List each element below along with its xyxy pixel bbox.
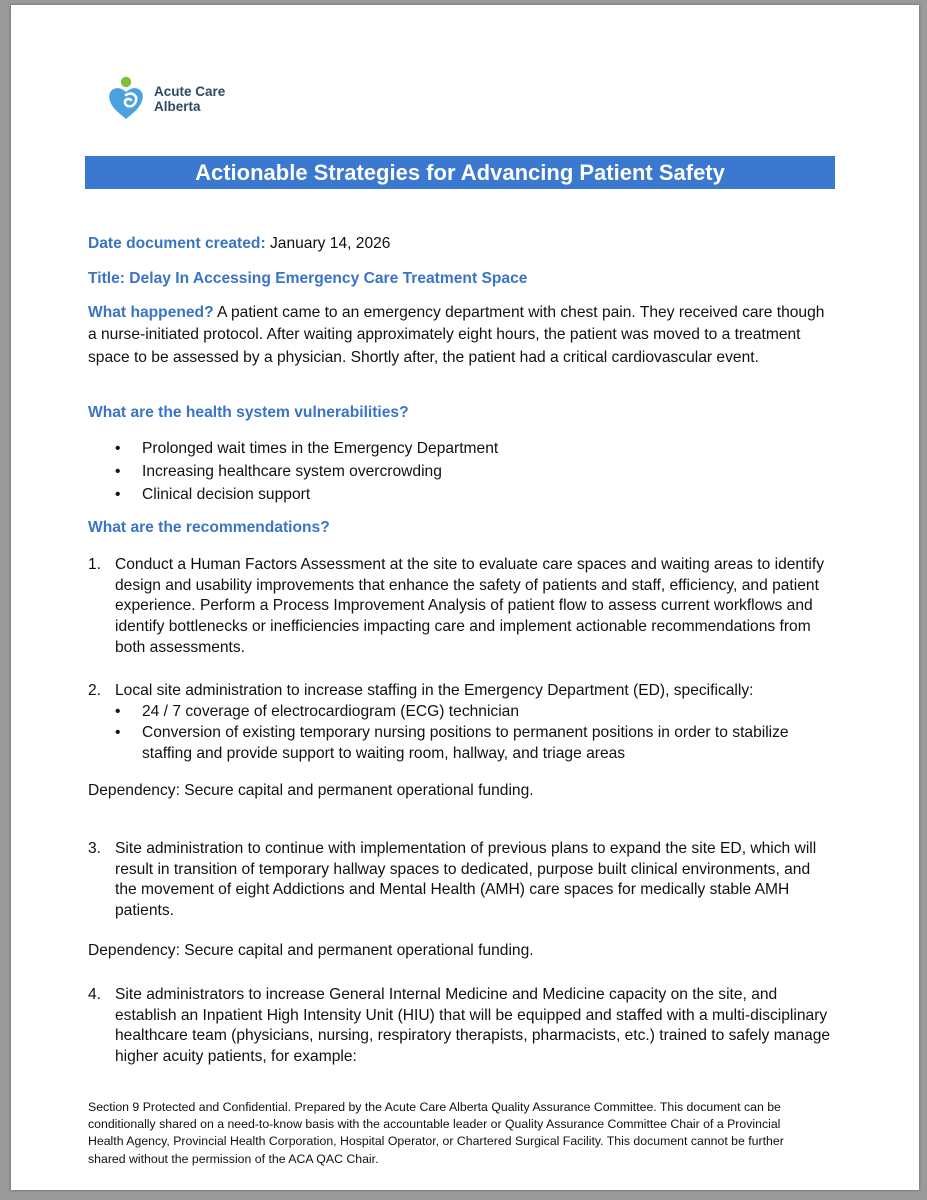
recommendation-4 bbox=[88, 985, 833, 1068]
recommendation-number: 2. bbox=[88, 682, 102, 699]
list-item: • Conversion of existing temporary nursing positions to permanent positions in order to stabilize staffing and provide support to waiting room, hallway, and triage areas bbox=[115, 722, 835, 764]
recommendation-number: 3. bbox=[88, 840, 102, 857]
vulnerabilities-list bbox=[115, 437, 498, 506]
acute-care-alberta-logo-icon bbox=[108, 75, 152, 123]
dependency-note-2: Dependency: Secure capital and permanent operational funding. bbox=[88, 942, 534, 959]
date-created bbox=[88, 233, 833, 255]
recommendation-3 bbox=[88, 839, 833, 922]
recommendation-text: Site administrators to increase General Internal Medicine and Medicine capacity on the site, and establish an Inpatient High Intensity Unit (HIU) that will be equipped and staffed with a multi-disciplinary healthcare team (physicians, nursing, respiratory therapists, pharmacists, etc.) trained to safely manage higher acuity patients, for example: bbox=[115, 986, 831, 1066]
what-happened-label: What happened? bbox=[88, 304, 214, 321]
date-value: January 14, 2026 bbox=[265, 235, 391, 252]
document-page bbox=[11, 5, 919, 1190]
recommendation-1 bbox=[88, 555, 833, 659]
recommendation-number: 4. bbox=[88, 986, 102, 1003]
what-happened-section bbox=[88, 302, 833, 369]
list-item: • Increasing healthcare system overcrowding bbox=[115, 460, 498, 483]
date-label: Date document created: bbox=[88, 235, 266, 252]
recommendations-heading: What are the recommendations? bbox=[88, 519, 330, 536]
what-happened-text: A patient came to an emergency department with chest pain. They received care though a nurse-initiated protocol. After waiting approximately eight hours, the patient was moved to a treatment space to be assessed by a physician. Shortly after, the patient had a critical cardiovascular event. bbox=[88, 304, 825, 366]
document-title-banner: Actionable Strategies for Advancing Patient Safety bbox=[85, 156, 835, 189]
list-item: • Prolonged wait times in the Emergency Department bbox=[115, 437, 498, 460]
staffing-sublist bbox=[115, 701, 835, 764]
list-item: • 24 / 7 coverage of electrocardiogram (ECG) technician bbox=[115, 701, 835, 722]
org-name-line2: Alberta bbox=[154, 99, 201, 114]
dependency-note-1: Dependency: Secure capital and permanent operational funding. bbox=[88, 782, 534, 799]
recommendation-text: Local site administration to increase staffing in the Emergency Department (ED), specifically: bbox=[115, 682, 754, 699]
org-logo bbox=[108, 75, 225, 123]
recommendation-number: 1. bbox=[88, 556, 102, 573]
vulnerabilities-heading: What are the health system vulnerabilities? bbox=[88, 404, 409, 421]
confidentiality-footer: Section 9 Protected and Confidential. Prepared by the Acute Care Alberta Quality Assurance Committee. This document can be conditionally shared on a need-to-know basis with the accountable leader or Quality Assurance Committee Chair of a Provincial Health Agency, Provincial Health Corporation, Hospital Operator, or Chartered Surgical Facility. This document cannot be further shared without the permission of the ACA QAC Chair. bbox=[88, 1100, 784, 1166]
recommendation-text: Site administration to continue with implementation of previous plans to expand the site ED, which will result in transition of temporary hallway spaces to dedicated, purpose built clinical environments, and the movement of eight Addictions and Mental Health (AMH) care spaces for medically stable AMH patients. bbox=[115, 840, 817, 920]
list-item: • Clinical decision support bbox=[115, 483, 498, 506]
recommendation-2 bbox=[88, 681, 833, 702]
org-name-line1: Acute Care bbox=[154, 84, 226, 99]
recommendation-text: Conduct a Human Factors Assessment at the site to evaluate care spaces and waiting areas to identify design and usability improvements that enhance the safety of patients and staff, efficiency, and patient experience. Perform a Process Improvement Analysis of patient flow to assess current workflows and identify bottlenecks or inefficiencies impacting care and implement actionable recommendations from both assessments. bbox=[115, 556, 825, 656]
incident-title: Title: Delay In Accessing Emergency Care Treatment Space bbox=[88, 270, 528, 287]
